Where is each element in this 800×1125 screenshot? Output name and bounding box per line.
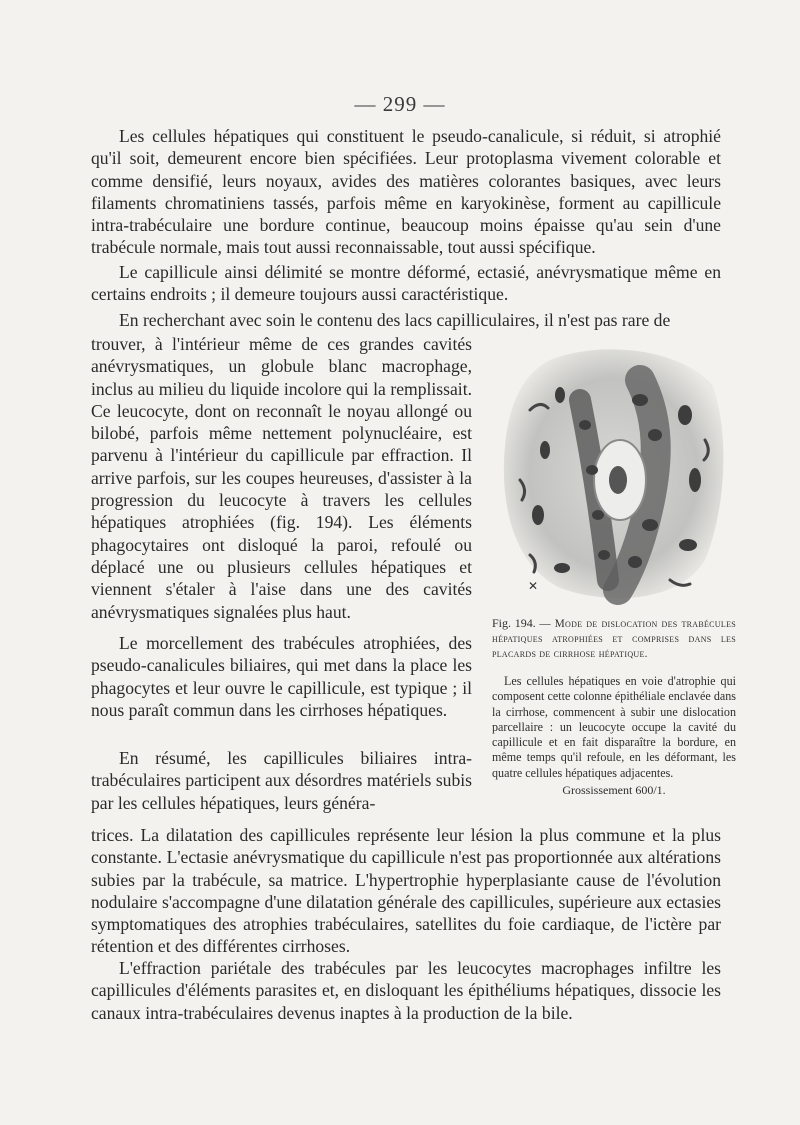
figure-title [492, 616, 736, 662]
figure-magnification: Grossissement 600/1. [562, 783, 666, 798]
figure-description: Les cellules hépatiques en voie d'atrophie qui composent cette colonne épithéliale enclavée dans la cirrhose, commencent à subir une dislocation parcellaire : un leucocyte occupe la cavité du capillicule et en fait disparaître la bordure, en même temps qu'il refoule, en les déformant, les quatre cellules hépatiques adjacentes. [492, 674, 736, 780]
paragraph-7 [91, 957, 721, 1024]
paragraph-2-text: Le capillicule ainsi délimité se montre déformé, ectasié, anévrysmatique même en certains endroits ; il demeure toujours aussi caractéristique. [91, 262, 721, 305]
paragraph-4 [91, 632, 472, 721]
paragraph-6: trices. La dilatation des capillicules représente leur lésion la plus commune et la plus constante. L'ectasie anévrysmatique du capillicule n'est pas proportionnée aux altérations subies par la trabécule, sa matrice. L'hypertrophie hyperplasiante cause de l'évolution nodulaire s'accompagne d'une dilatation générale des capillicules, supérieure aux ectasies symptomatiques des atrophies trabéculaires, satellites du foie cardiaque, de l'ictère par rétention et des différentes cirrhoses. [91, 825, 721, 957]
paragraph-1-text: Les cellules hépatiques qui constituent le pseudo-canalicule, si réduit, si atrophié qu'il soit, demeurent encore bien spécifiées. Leur protoplasma vivement colorable et comme densifié, leurs noyaux, avides des matières colorantes basiques, avec leurs filaments chromatiniens tassés, parfois même en karyokinèse, forment au capillicule intra-trabéculaire une bordure continue, beaucoup moins épaisse qu'au sein d'une trabécule normale, mais tout aussi reconnaissable, tout aussi spécifique. [91, 126, 721, 258]
paragraph-3-body: trouver, à l'intérieur même de ces grandes cavités anévrysmatiques, un globule blanc macrophage, inclus au milieu du liquide incolore qui la remplissait. Ce leucocyte, dont on reconnaît le noyau allongé ou bilobé, parfois même nettement polynucléaire, est parvenu à l'intérieur du capillicule par effraction. Il arrive parfois, sur les coupes heureuses, d'assister à la progression du leucocyte à travers les cellules hépatiques atrophiées (fig. 194). Les éléments phagocytaires ont disloqué la paroi, refoulé ou déplacé une ou plusieurs cellules hépatiques et viennent s'étaler à l'aise dans une des cavités anévrysmatiques signalées plus haut. [91, 334, 472, 622]
paragraph-1 [91, 125, 721, 259]
page-number: — 299 — [354, 92, 446, 116]
svg-text:✕: ✕ [528, 579, 539, 593]
paragraph-5-text: En résumé, les capillicules biliaires intra-trabéculaires participent aux désordres matériels subis par les cellules hépatiques, leurs généra- [91, 748, 472, 813]
figure-title-text: — Mode de dislocation des trabécules hépatiques atrophiées et comprises dans les placards de cirrhose hépatique. [492, 618, 737, 660]
figure-caption [492, 616, 736, 798]
paragraph-2 [91, 261, 721, 306]
paragraph-5 [91, 747, 472, 814]
figure-194-illustration [490, 340, 730, 608]
paragraph-4-text: Le morcellement des trabécules atrophiées, des pseudo-canalicules biliaires, qui met dans la place les phagocytes et leur ouvre le capillicule, est typique ; il nous paraît commun dans les cirrhoses hépatiques. [91, 633, 472, 720]
histology-drawing [490, 340, 730, 608]
paragraph-7-text: L'effraction pariétale des trabécules par les leucocytes macrophages infiltre les capillicules d'éléments parasites et, en disloquant les épithéliums hépatiques, dissocie les canaux intra-trabéculaires devenus inaptes à la production de la bile. [91, 958, 721, 1023]
paragraph-3-first-line-text: En recherchant avec soin le contenu des lacs capilliculaires, il n'est pas rare de [119, 310, 671, 330]
paragraph-3-first-line [91, 309, 721, 331]
figure-number: Fig. 194. [492, 616, 536, 630]
